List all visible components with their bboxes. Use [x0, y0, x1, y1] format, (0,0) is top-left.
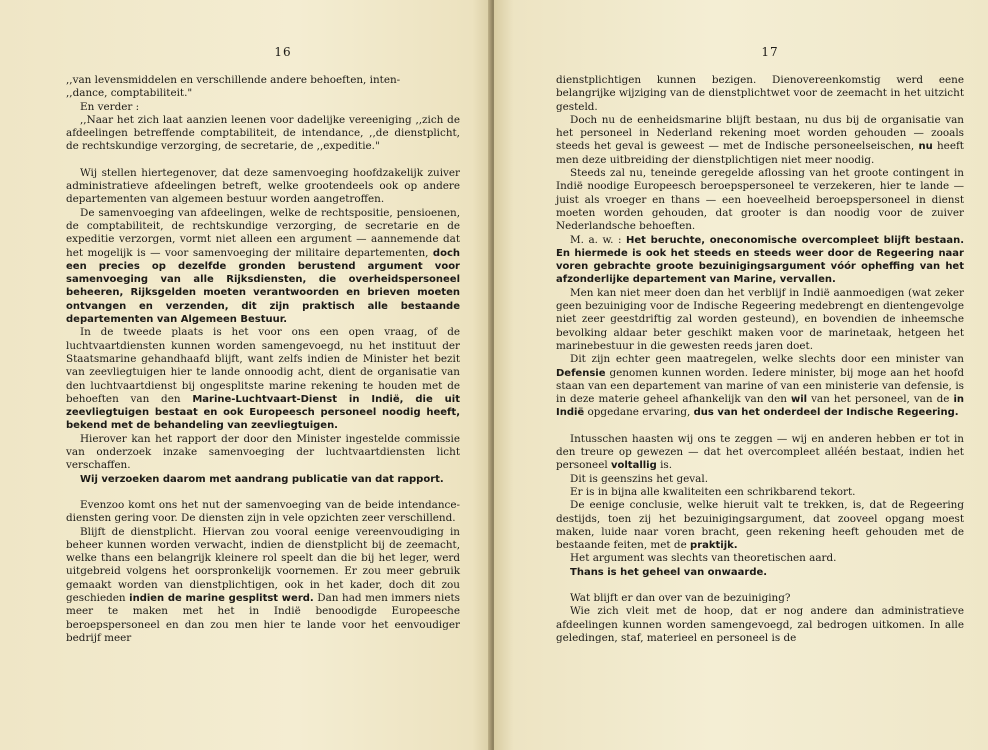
paragraph [66, 526, 460, 646]
paragraph [556, 605, 964, 645]
text-run: De eenige conclusie, welke hieruit valt te trekken, is, dat de Regeering destijds, toen zij het bezuinigingsargument, dat zooveel opgang moest maken, luide naar voren bracht, geen rekening heeft gehouden met de bestaande feiten, met de [556, 499, 964, 552]
text-run: Evenzoo komt ons het nut der samenvoeging van de beide intendance-diensten gering voor. De diensten zijn in vele opzichten zeer verschillend. [66, 498, 460, 525]
bold-text: voltallig [610, 460, 657, 472]
text-run: Dit is geenszins het geval. [570, 472, 709, 485]
left-page [0, 0, 492, 750]
text-run: Het argument was slechts van theoretischen aard. [570, 552, 837, 565]
bold-text: in Indië [556, 394, 964, 419]
text-run: Doch nu de eenheidsmarine blijft bestaan, nu dus bij de organisatie van het personeel in Nederland rekening moet worden gehouden — zooals steeds het geval is geweest — met de Indische personeelseischen, [556, 113, 964, 153]
text-run: Steeds zal nu, teneinde geregelde aflossing van het groote contingent in Indië noodige Europeesch beroepspersoneel te verzekeren, hier te lande — juist als vroeger en thans — een hoeveelheid beroepspersoneel in dienst moeten worden gehouden, dat grooter is dan noodig voor de zuiver Nederlandsche behoeften. [556, 167, 964, 233]
text-run: M. a. w. : [570, 233, 627, 246]
bold-text: wil [790, 394, 808, 406]
text-run: is. [656, 459, 673, 472]
paragraph [66, 114, 460, 154]
text-run: De samenvoeging van afdeelingen, welke de rechtspositie, pensioenen, de comptabiliteit, de rechtskundige verzorging, de secretarie en de expeditie verzorgen, vormt niet alleen een argument — aannemende dat het mogelijk is — voor samenvoeging der militaire departementen, [66, 206, 460, 259]
paragraph [66, 207, 460, 327]
bold-text: Defensie [556, 367, 606, 379]
text-run: In de tweede plaats is het voor ons een open vraag, of de luchtvaartdiensten kunnen worden samengevoegd, nu het instituut der Staatsmarine gehandhaafd blijft, want zelfs indien de Minister het bezit van zeevliegtuigen hier te lande onnoodig acht, dient de organisatie van den luchtvaartdienst bij ongesplitste marine rekening te houden met de behoeften van den [66, 326, 460, 405]
text-run: van het personeel, van de [807, 393, 954, 406]
paragraph [66, 101, 460, 114]
text-run: Wie zich vleit met de hoop, dat er nog andere dan administratieve afdeelingen kunnen worden samengevoegd, zal bedrogen uitkomen. In alle geledingen, staf, materieel en personeel is de [556, 605, 964, 644]
text-run: Er is in bijna alle kwaliteiten een schrikbarend tekort. [570, 485, 856, 498]
bold-text: doch een precies op dezelfde gronden berustend argument voor samenvoeging van alle Rijksdiensten, die overheidspersoneel beheeren, Rijksgelden moeten verantwoorden en brieven moeten ontvangen en verzenden, dit zijn praktisch alle bestaande departementen van Algemeen Bestuur. [66, 247, 460, 326]
paragraph [66, 74, 460, 101]
left-page-text [66, 74, 460, 645]
text-run: Dit zijn echter geen maatregelen, welke slechts door een minister van [570, 353, 964, 366]
right-page-text [556, 74, 964, 645]
paragraph [556, 473, 964, 486]
paragraph [66, 473, 460, 486]
paragraph [556, 234, 964, 287]
text-run: Dan had men immers niets meer te maken met het in Indië benoodigde Europeesche beroepspersoneel en dan zou men hier te lande voor het eenvoudiger bedrijf meer [66, 591, 460, 644]
bold-text: nu [918, 141, 933, 153]
text-run: opgedane ervaring, [584, 406, 694, 419]
text-run: heeft men deze uitbreiding der dienstplichtigen niet meer noodig. [556, 140, 964, 166]
bold-text: Marine-Luchtvaart-Dienst in Indië, die uit zeevliegtuigen bestaat en ook Europeesch personeel noodig heeft, bekend met de behandeling van zeevliegtuigen. [66, 393, 461, 432]
paragraph [556, 566, 964, 579]
text-run: dienstplichtigen kunnen bezigen. Dienovereenkomstig werd eene belangrijke wijziging van de dienstplichtwet voor de zeemacht in het uitzicht gesteld. [556, 74, 964, 113]
paragraph [556, 486, 964, 499]
text-run: Blijft de dienstplicht. Hiervan zou vooral eenige vereenvoudiging in beheer kunnen worden verwacht, indien de dienstplicht bij de zeemacht, welke thans een belangrijk kleinere rol speelt dan die bij het leger, werd uitgebreid volgens het oorspronkelijk voornemen. Er zou meer gebruik gemaakt worden van dienstplichtigen, ook in het kader, doch dit zou geschieden [66, 525, 460, 604]
paragraph [66, 326, 460, 432]
text-run: Intusschen haasten wij ons te zeggen — wij en anderen hebben er tot in den treure op gewezen — dat het overcompleet alléén bestaat, indien het personeel [556, 432, 964, 472]
right-page [494, 0, 988, 750]
bold-text: Thans is het geheel van onwaarde. [570, 566, 768, 578]
paragraph [556, 353, 964, 419]
bold-text: dus van het onderdeel der Indische Regeering. [693, 407, 959, 419]
text-run: Men kan niet meer doen dan het verblijf in Indië aanmoedigen (wat zeker geen bezuiniging voor de Indische Regeering medebrengt en dientengevolge niet zeer geestdriftig zal worden gesteund), en bovendien de inheemsche bevolking aldaar beter geschikt maken voor de marinetaak, hetgeen het marinebestuur in die gewesten reeds jaren doet. [556, 286, 964, 352]
paragraph [556, 433, 964, 473]
bold-text: Het beruchte, oneconomische overcompleet blijft bestaan. En hiermede is ook het steeds en steeds weer door de Regeering naar voren gebrachte groote bezuinigingsargument vóór opheffing van het afzonderlijke departement van Marine, vervallen. [556, 234, 964, 286]
text-run: genomen kunnen worden. Iedere minister, bij moge aan het hoofd staan van een departement van marine of van een ministerie van defensie, is in deze materie geheel afhankelijk van den [556, 366, 964, 406]
paragraph [556, 592, 964, 605]
bold-text: Wij verzoeken daarom met aandrang publicatie van dat rapport. [80, 473, 444, 485]
text-run: En verder : [80, 100, 140, 113]
text-run: Hierover kan het rapport der door den Minister ingestelde commissie van onderzoek inzake samenvoeging der luchtvaartdiensten licht verschaffen. [66, 432, 460, 472]
paragraph [556, 552, 964, 565]
paragraph [556, 499, 964, 552]
text-run: ,,Naar het zich laat aanzien leenen voor dadelijke vereeniging ,,zich de afdeelingen betreffende comptabiliteit, de intendance, ,,de dienstplicht, de rechtskundige verzorging, de secretarie, de ,,expeditie." [66, 113, 460, 153]
paragraph [556, 114, 964, 167]
paragraph [556, 167, 964, 233]
text-run: Wij stellen hiertegenover, dat deze samenvoeging hoofdzakelijk zuiver administratieve afdeelingen betreft, welke grootendeels ook op andere departementen van algemeen bestuur worden aangetroffen. [66, 166, 460, 206]
page-number-right: 17 [761, 45, 779, 59]
bold-text: indien de marine gesplitst werd. [129, 592, 314, 604]
paragraph [556, 74, 964, 114]
paragraph [556, 287, 964, 353]
page-number-left: 16 [274, 45, 292, 59]
text-run: ,,van levensmiddelen en verschillende andere behoeften, inten- ,,dance, comptabiliteit." [66, 74, 401, 100]
text-run: Wat blijft er dan over van de bezuiniging? [570, 591, 791, 604]
paragraph [66, 167, 460, 207]
paragraph [66, 433, 460, 473]
bold-text: praktijk. [690, 540, 738, 552]
paragraph [66, 499, 460, 526]
